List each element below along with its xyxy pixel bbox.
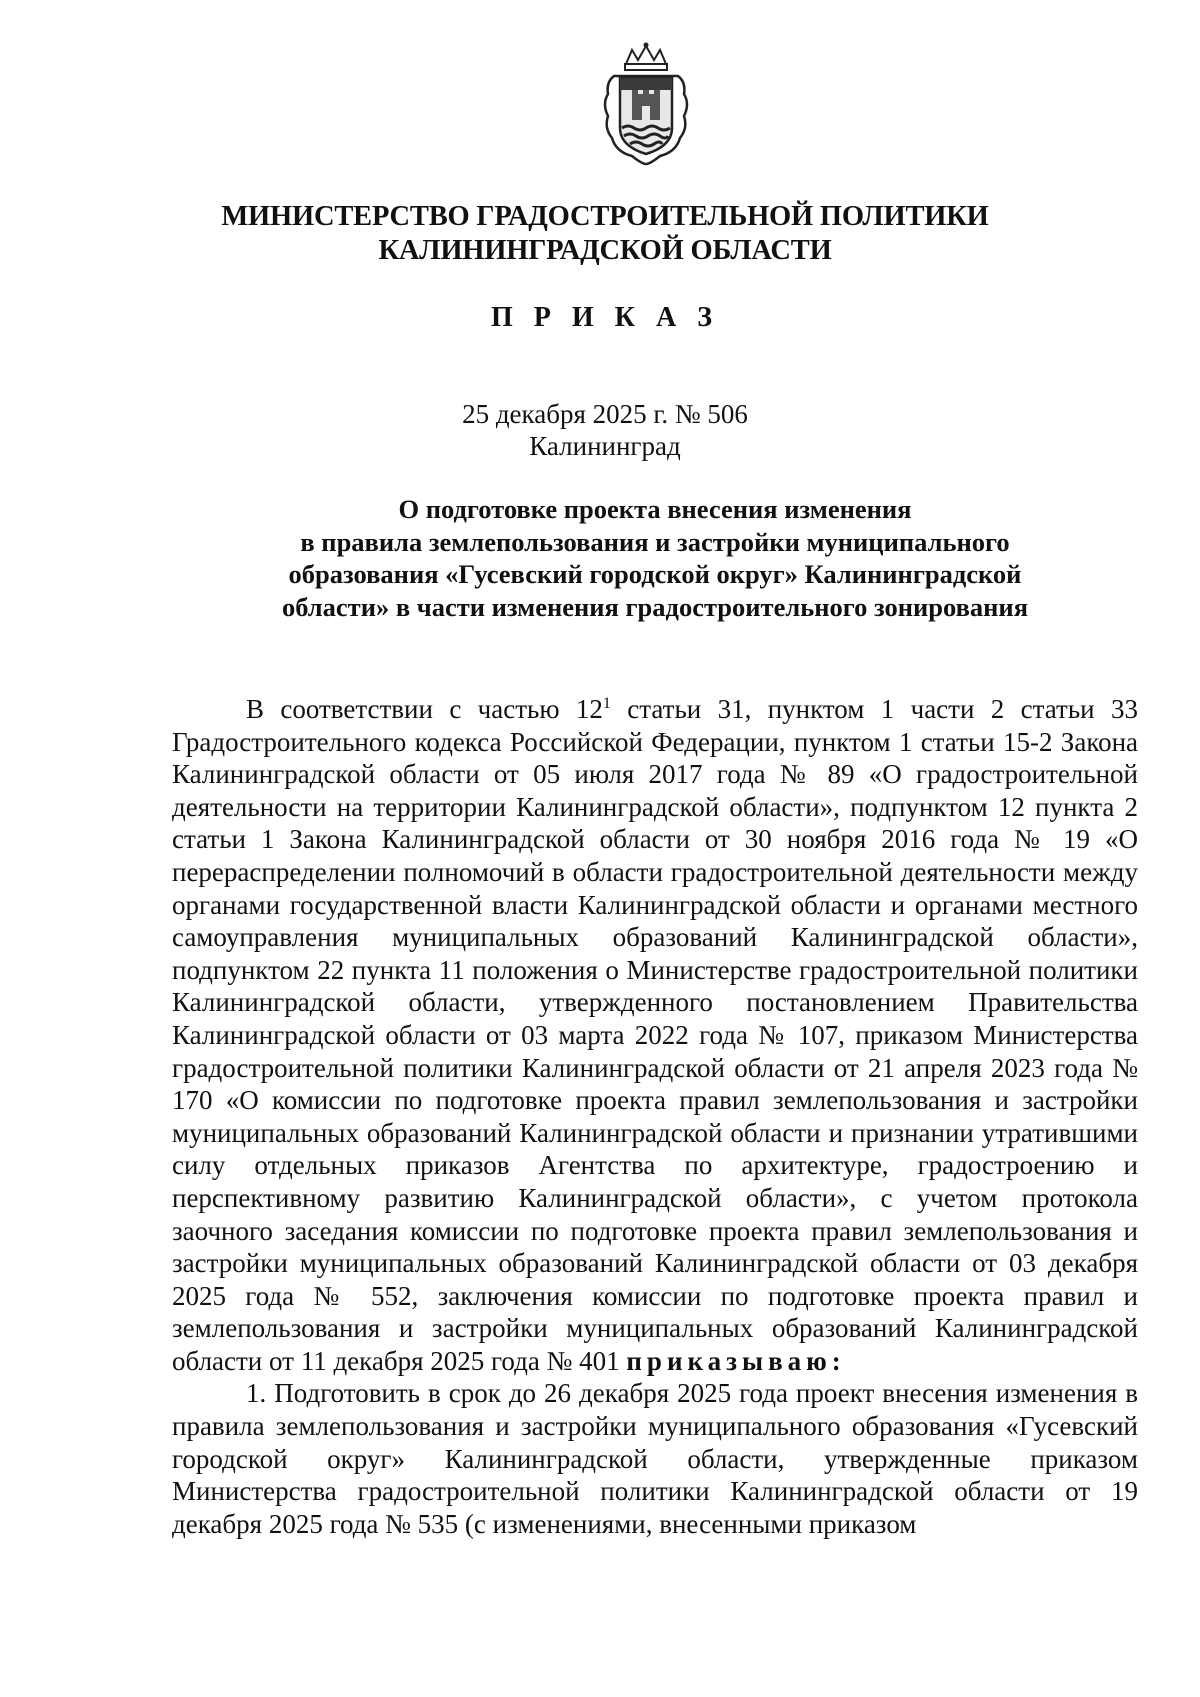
superscript-marker: 1 bbox=[602, 695, 611, 712]
ministry-name-line1: МИНИСТЕРСТВО ГРАДОСТРОИТЕЛЬНОЙ ПОЛИТИКИ bbox=[221, 201, 989, 232]
ministry-name-line2: КАЛИНИНГРАДСКОЙ ОБЛАСТИ bbox=[378, 235, 832, 266]
subject-line4: области» в части изменения градостроительного зонирования bbox=[281, 591, 1029, 622]
order-subject bbox=[250, 493, 1060, 623]
coat-of-arms-icon bbox=[598, 42, 694, 166]
preamble-text-main: статьи 31, пунктом 1 части 2 статьи 33 Градостроительного кодекса Российской Федерации, пунктом 1 статьи 15-2 Закона Калининградской области от 05 июля 2017 года № 89 «О градостроительной деятельности на территории Калининградской области», подпунктом 12 пункта 2 статьи 1 Закона Калининградской области от 30 ноября 2016 года № 19 «О перераспределении полномочий в области градостроительной деятельности между органами государственной власти Калининградской области и органами местного самоуправления муниципальных образований Калининградской области», подпунктом 22 пункта 11 положения о Министерстве градостроительной политики Калининградской области, утвержденного постановлением Правительства Калининградской области от 03 марта 2022 года № 107, приказом Министерства градостроительной политики Калининградской области от 21 апреля 2023 года № 170 «О комиссии по подготовке проекта правил землепользования и застройки муниципальных образований Калининградской области и признании утратившими силу отдельных приказов Агентства по архитектуре, градостроению и перспективному развитию Калининградской области», с учетом протокола заочного заседания комиссии по подготовке проекта правил землепользования и застройки муниципальных образований Калининградской области от 03 декабря 2025 года № 552, заключения комиссии по подготовке проекта правил и землепользования и застройки муниципальных образований Калининградской области от 11 декабря 2025 года № 401 bbox=[172, 694, 1138, 1376]
order-command: приказываю: bbox=[626, 1345, 846, 1376]
ministry-name bbox=[170, 200, 1040, 268]
preamble-paragraph bbox=[172, 693, 1138, 1377]
preamble-text-start: В соответствии с частью 12 bbox=[246, 694, 603, 724]
document-type-heading: П Р И К А З bbox=[491, 302, 719, 333]
subject-line1: О подготовке проекта внесения изменения bbox=[398, 494, 912, 524]
clause-1-paragraph: 1. Подготовить в срок до 26 декабря 2025 года проект внесения изменения в правила землепользования и застройки муниципального образования «Гусевский городской округ» Калининградской области, утвержденные приказом Министерства градостроительной политики Калининградской области от 19 декабря 2025 года № 535 (с изменениями, внесенными приказом bbox=[172, 1378, 1138, 1539]
order-body bbox=[172, 693, 1138, 1540]
subject-line2: в правила землепользования и застройки муниципального bbox=[300, 526, 1010, 557]
order-date-number: 25 декабря 2025 г. № 506 bbox=[462, 399, 748, 429]
subject-line3: образования «Гусевский городской округ» Калининградской bbox=[288, 559, 1022, 589]
issue-place: Калининград bbox=[529, 431, 681, 461]
coat-of-arms-emblem bbox=[598, 42, 694, 166]
